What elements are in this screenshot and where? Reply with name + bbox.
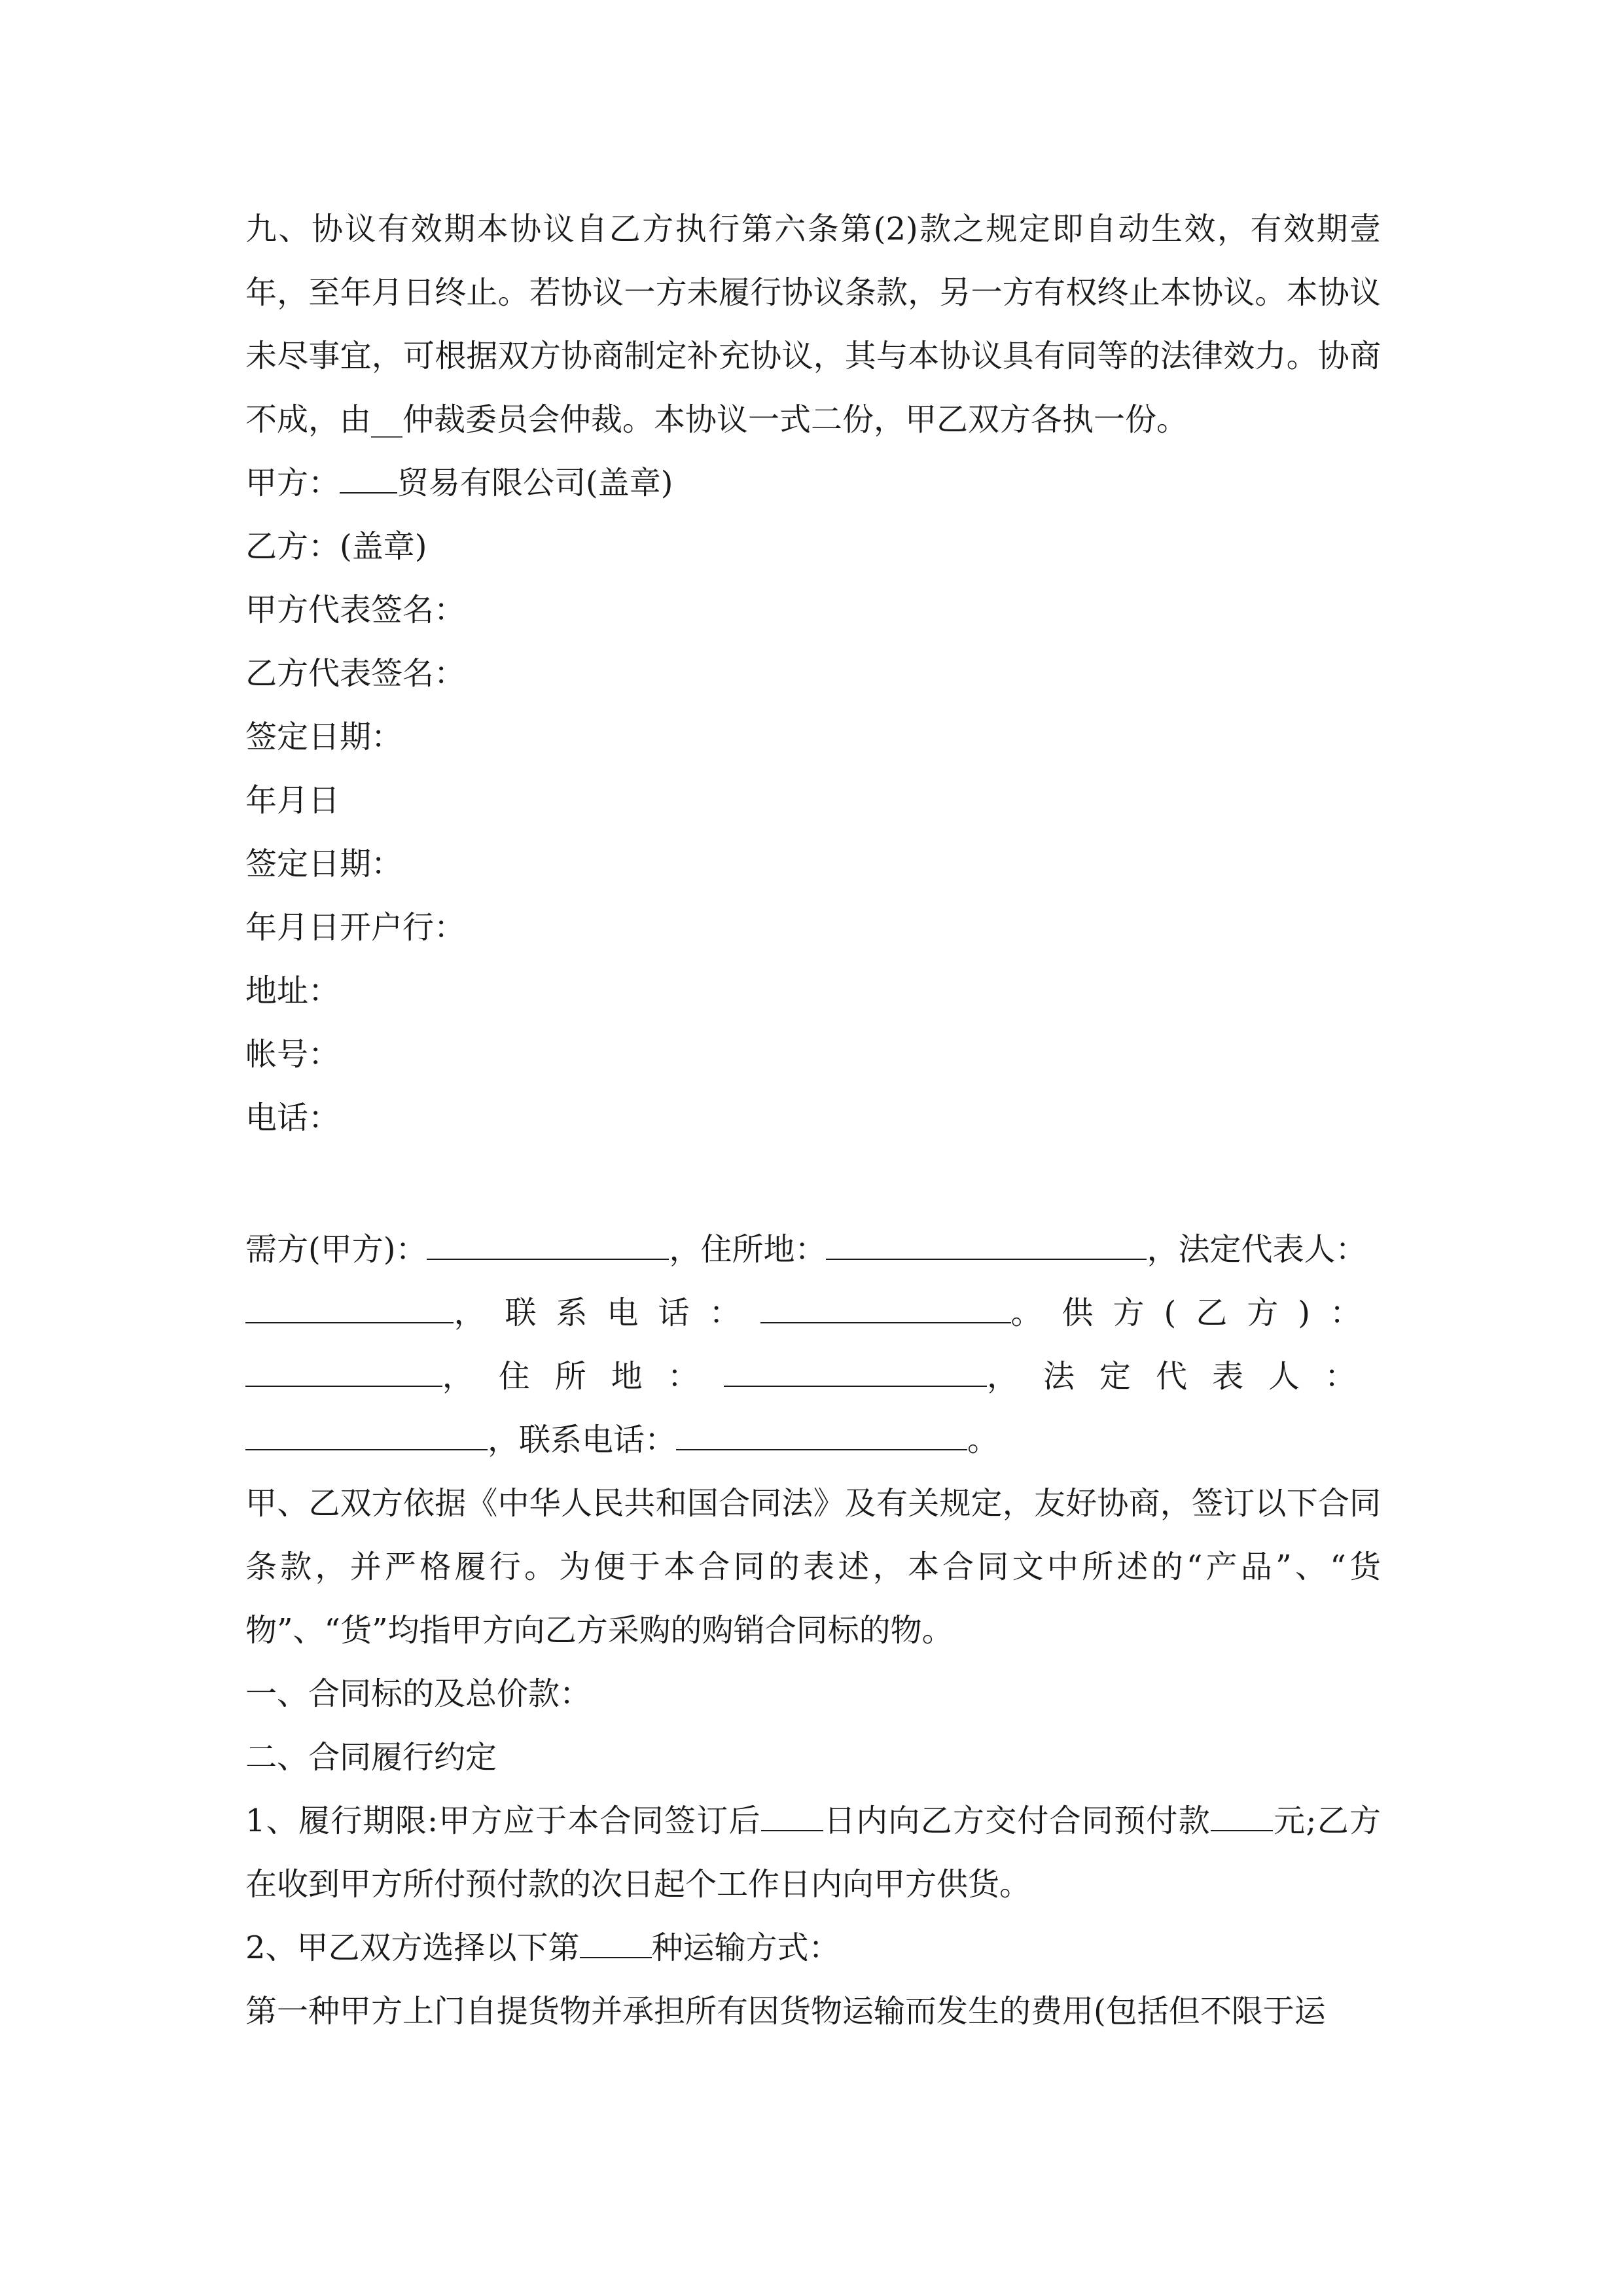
item-two-part-a: 2、甲乙双方选择以下第 — [245, 1929, 580, 1966]
supplier-legal-rep-blank[interactable] — [245, 1420, 488, 1450]
buyer-residence-blank[interactable] — [826, 1230, 1147, 1260]
party-a-rep-signature: 甲方代表签名： — [245, 592, 466, 628]
date-line-1: 年月日 — [245, 782, 340, 819]
agreement-closing-section — [245, 198, 1381, 1150]
buyer-line — [245, 1218, 1381, 1282]
days-after-signing-blank[interactable] — [761, 1801, 823, 1831]
buyer-legal-rep-blank[interactable] — [245, 1293, 454, 1323]
transport-option-blank[interactable] — [580, 1928, 652, 1958]
clause-nine: 九、协议有效期本协议自乙方执行第六条第(2)款之规定即自动生效，有效期壹年，至年月日终止。若协议一方未履行协议条款，另一方有权终止本协议。本协议未尽事宜，可根据双方协商制定补充协议，其与本协议具有同等的法律效力。协商不成，由__仲裁委员会仲裁。本协议一式二份，甲乙双方各执一份。 — [245, 211, 1381, 438]
buyer-phone-blank[interactable] — [760, 1293, 1011, 1323]
supplier-contact-line — [245, 1408, 1381, 1472]
item-one-part-b: 日内向乙方交付合同预付款 — [823, 1803, 1211, 1839]
sign-date-line-1: 签定日期： — [245, 719, 403, 755]
supplier-residence-blank[interactable] — [724, 1357, 987, 1387]
prepayment-amount-blank[interactable] — [1211, 1801, 1273, 1831]
sign-date-line-2: 签定日期： — [245, 846, 403, 882]
contract-section — [245, 1218, 1381, 2043]
section-one-heading: 一、合同标的及总价款： — [245, 1676, 592, 1712]
item-two-part-b: 种运输方式： — [651, 1929, 840, 1966]
supplier-residence-label: ，住所地： — [442, 1358, 724, 1395]
contract-preamble: 甲、乙双方依据《中华人民共和国合同法》及有关规定，友好协商，签订以下合同条款，并严格履行。为便于本合同的表述，本合同文中所述的“产品”、“货物”、“货”均指甲方向乙方采购的购销合同标的物。 — [245, 1485, 1381, 1649]
supplier-line-end: 。 — [967, 1422, 999, 1458]
party-a-seal-line — [245, 452, 1381, 515]
supplier-legal-rep-label: ，法定代表人： — [986, 1358, 1381, 1395]
item-one-part-c: 元;乙方在收到甲方所付预付款的次日起个工作日内向甲方供货。 — [245, 1803, 1381, 1903]
buyer-legal-rep-label: ，法定代表人： — [1147, 1231, 1367, 1268]
section-two-heading: 二、合同履行约定 — [245, 1739, 497, 1776]
supplier-name-blank[interactable] — [245, 1357, 442, 1387]
party-a-company-blank[interactable] — [340, 463, 397, 493]
supplier-phone-blank[interactable] — [676, 1420, 967, 1450]
buyer-residence-label: ，住所地： — [669, 1231, 827, 1268]
party-a-company-suffix: 贸易有限公司(盖章) — [397, 465, 673, 501]
supplier-label: 。供方(乙方)： — [1010, 1295, 1381, 1331]
item-one-part-a: 1、履行期限:甲方应于本合同签订后 — [245, 1803, 761, 1839]
item-one-performance-term — [245, 1789, 1381, 1916]
buyer-name-blank[interactable] — [427, 1230, 669, 1260]
buyer-contact-row — [245, 1282, 1381, 1345]
date-bank-line: 年月日开户行： — [245, 909, 466, 946]
phone-line: 电话： — [245, 1100, 340, 1136]
party-b-seal-line: 乙方：(盖章) — [245, 528, 427, 565]
item-two-transport — [245, 1916, 1381, 1980]
party-b-rep-signature: 乙方代表签名： — [245, 655, 466, 692]
transport-option-one: 第一种甲方上门自提货物并承担所有因货物运输而发生的费用(包括但不限于运 — [245, 1993, 1326, 2030]
address-line: 地址： — [245, 973, 340, 1009]
supplier-residence-row — [245, 1345, 1381, 1408]
supplier-phone-label: ，联系电话： — [488, 1422, 677, 1458]
account-line: 帐号： — [245, 1036, 340, 1073]
party-a-label: 甲方： — [245, 465, 340, 501]
buyer-phone-label: ，联系电话： — [454, 1295, 760, 1331]
buyer-label: 需方(甲方)： — [245, 1231, 427, 1268]
